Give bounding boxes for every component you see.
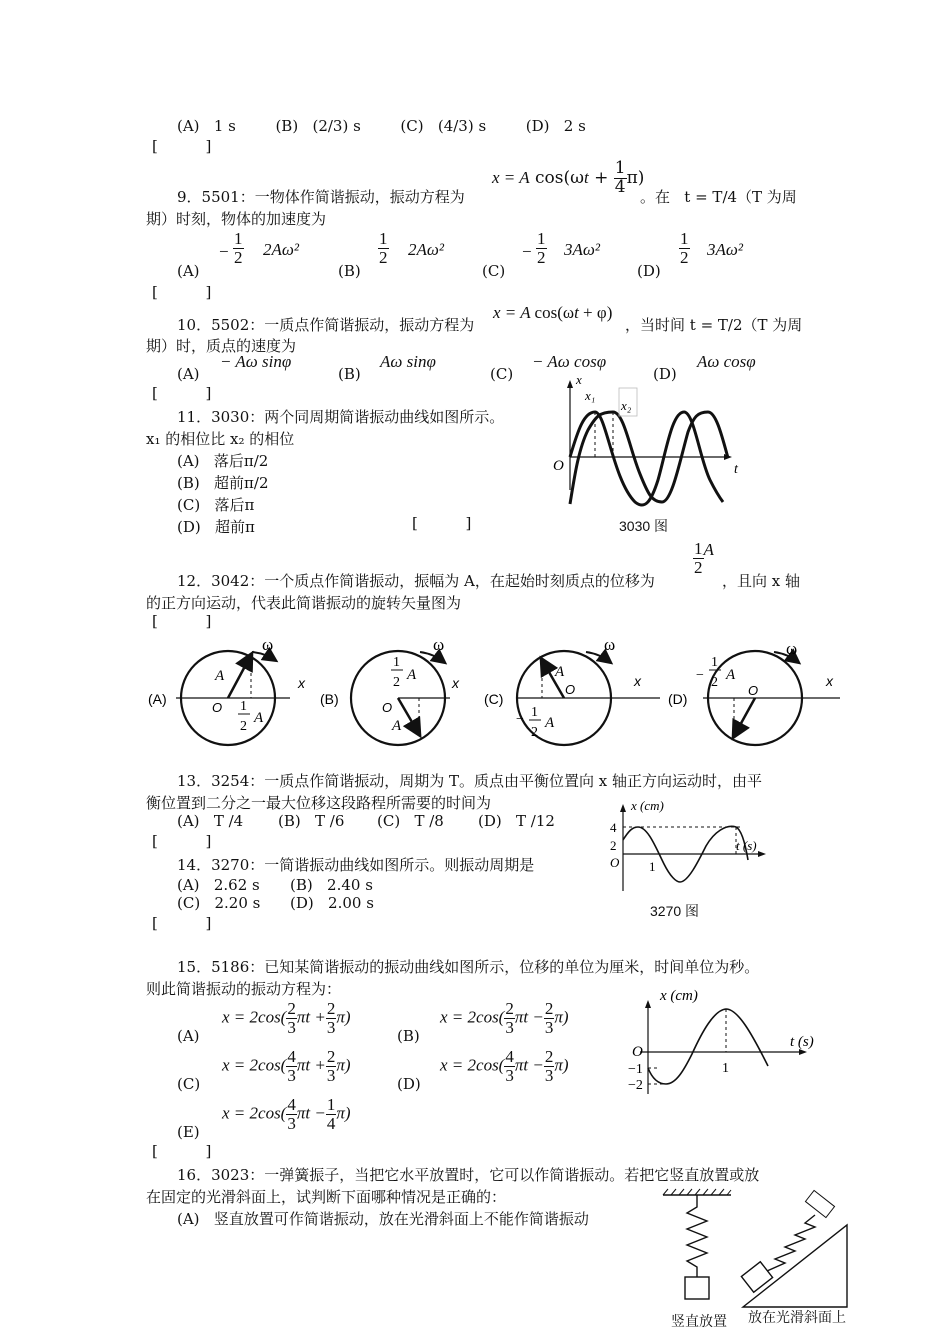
q15-eq-b-n1: 2 xyxy=(505,999,514,1018)
q15-eq-e-mid: πt − xyxy=(296,1103,326,1123)
fig5186-x-arrow xyxy=(645,1000,651,1008)
q15-opt-e-label: (E) xyxy=(177,1123,200,1141)
q15-eq-c-n2: 2 xyxy=(326,1047,336,1066)
fig3270-x-label: x (cm) xyxy=(631,798,664,813)
q12-d-A: A xyxy=(726,667,736,683)
q12-stem-line1: 12．3042：一个质点作简谐振动，振幅为 A，在起始时刻质点的位移为 xyxy=(177,572,655,590)
q12-c-num: 1 xyxy=(531,705,538,720)
q12-c-omega: ω xyxy=(604,635,616,654)
q9-stem-tail: 。在 t = T/4（T 为周 xyxy=(640,188,797,206)
q13-opt-d: (D) T /12 xyxy=(478,812,555,830)
q9-opt-b-label: (B) xyxy=(338,262,361,280)
q12-a-o: O xyxy=(212,700,223,715)
q9-equation: x = A cos(ωt + $\frac{1}{4}$ π) xyxy=(492,158,645,197)
q15-eq-d xyxy=(440,1048,569,1085)
q15-eq-d-pre: x = 2cos( xyxy=(440,1055,505,1075)
q12-half-A xyxy=(693,540,714,577)
q13-opt-c: (C) T /8 xyxy=(377,812,444,830)
q15-opt-b-label: (B) xyxy=(397,1027,420,1045)
q11-answer-bracket: [ ] xyxy=(412,514,472,532)
q9-stem-line1: 9．5501：一物体作简谐振动，振动方程为 xyxy=(177,188,465,206)
q12-c-sign: − xyxy=(516,712,524,727)
q12-a-vector xyxy=(228,655,251,698)
q16-stem-line1: 16．3023：一弹簧振子，当把它水平放置时，它可以作简谐振动。若把它竖直放置或放 xyxy=(177,1166,760,1184)
q15-eq-d-d2: 3 xyxy=(544,1065,554,1085)
q12-c-A2: A xyxy=(545,715,555,731)
q15-eq-b xyxy=(440,1000,569,1037)
q12-diagram-b[interactable] xyxy=(320,635,460,745)
q12-d-den: 2 xyxy=(711,675,718,690)
q12-phasor-diagrams xyxy=(140,630,860,755)
q15-stem-line2: 则此简谐振动的振动方程为： xyxy=(146,980,342,998)
q12-stem-line2: 的正方向运动，代表此简谐振动的旋转矢量图为 xyxy=(146,594,462,612)
fig-3270 xyxy=(602,796,782,896)
fig3030-x1-label: x₁ xyxy=(585,388,596,403)
q12-a-omega: ω xyxy=(262,635,274,654)
q12-a-A2: A xyxy=(254,710,264,726)
fig3023-incline-spring xyxy=(767,1215,815,1271)
q15-eq-b-post: π) xyxy=(554,1007,569,1027)
q15-eq-c-mid: πt + xyxy=(296,1055,326,1075)
q8-opt-a: 1 s xyxy=(213,117,236,135)
q10-stem-line1: 10．5502：一质点作简谐振动，振动方程为 xyxy=(177,316,475,334)
q12-diagram-d-label: (D) xyxy=(668,691,688,707)
q11-opt-c: (C) 落后π xyxy=(177,496,255,514)
q15-eq-b-d1: 3 xyxy=(505,1017,514,1037)
fig3023-vertical-spring xyxy=(687,1195,707,1277)
q8-answer-bracket: [ ] xyxy=(152,137,212,155)
q15-eq-c-pre: x = 2cos( xyxy=(222,1055,287,1075)
q13-stem-line1: 13．3254：一质点作简谐振动，周期为 T。质点由平衡位置向 x 轴正方向运动时，由平 xyxy=(177,772,763,790)
q9-opt-c-den: 2 xyxy=(537,247,546,267)
q9-opt-b-den: 2 xyxy=(379,247,388,267)
q10-opt-c: − Aω cosφ xyxy=(532,352,607,371)
q11-opt-d: (D) 超前π xyxy=(177,518,255,536)
fig5186-t-label: t (s) xyxy=(790,1034,814,1050)
fig3270-tick-4: 4 xyxy=(610,820,617,835)
q15-opt-c-label: (C) xyxy=(177,1075,201,1093)
q15-eq-d-d1: 3 xyxy=(505,1065,514,1085)
q15-eq-a-d2: 3 xyxy=(326,1017,336,1037)
fig3030-t-label: t xyxy=(734,462,738,477)
fig5186-curve xyxy=(648,1009,768,1084)
q12-d-omega: ω xyxy=(786,639,798,658)
q10-answer-bracket: [ ] xyxy=(152,384,212,402)
fig5186-tick-m1: −1 xyxy=(628,1062,643,1077)
fig3030-x2-label: x₂ xyxy=(621,398,632,413)
q15-eq-a xyxy=(222,1000,351,1037)
q9-answer-bracket: [ ] xyxy=(152,283,212,301)
fig5186-x-label: x (cm) xyxy=(660,988,698,1004)
q10-equation: x = A cos(ωt + φ) xyxy=(493,303,613,322)
q14-opt-b: (B) 2.40 s xyxy=(290,876,373,894)
q12-b-A2: A xyxy=(392,718,402,734)
fig-3023-springs xyxy=(655,1185,855,1315)
q12-a-den: 2 xyxy=(240,719,247,734)
q13-answer-bracket: [ ] xyxy=(152,832,212,850)
q9-opt-a-num: 1 xyxy=(234,229,243,248)
fig3270-t-label: t (s) xyxy=(736,838,757,853)
q12-d-x: x xyxy=(826,673,833,689)
q12-half-var: A xyxy=(703,540,714,559)
q12-c-x: x xyxy=(634,673,641,689)
q10-opt-a-label: (A) xyxy=(177,365,200,383)
q10-opt-a: − Aω sinφ xyxy=(220,352,292,371)
q15-eq-a-n1: 2 xyxy=(287,999,296,1018)
q9-opt-c-label: (C) xyxy=(482,262,506,280)
fig3270-tick-2: 2 xyxy=(610,838,617,853)
fig5186-origin: O xyxy=(632,1044,643,1060)
fig5186-tick-m2: −2 xyxy=(628,1078,643,1093)
fig3023-caption-vertical: 竖直放置 xyxy=(671,1314,727,1330)
fig-3030-caption: 3030 图 xyxy=(619,518,669,534)
q15-eq-d-n2: 2 xyxy=(544,1047,554,1066)
q11-stem-line1: 11．3030：两个同周期简谐振动曲线如图所示。 xyxy=(177,408,505,426)
q9-opt-d-expr: 3Aω² xyxy=(707,240,743,259)
fig3270-origin: O xyxy=(610,855,620,870)
q15-eq-c-post: π) xyxy=(336,1055,351,1075)
q14-opt-a: (A) 2.62 s xyxy=(177,876,260,894)
q12-diagram-d[interactable] xyxy=(668,639,840,745)
q11-stem-line2: x₁ 的相位比 x₂ 的相位 xyxy=(146,430,295,448)
q8-opt-b: (2/3) s xyxy=(312,117,361,135)
q12-c-o: O xyxy=(565,682,576,697)
q15-eq-b-d2: 3 xyxy=(544,1017,554,1037)
q8-opt-c: (4/3) s xyxy=(437,117,487,135)
q11-opt-b: (B) 超前π/2 xyxy=(177,474,269,492)
fig3023-vertical-block xyxy=(685,1277,709,1299)
q12-stem-tail: ，且向 x 轴 xyxy=(722,572,800,590)
q15-eq-d-post: π) xyxy=(554,1055,569,1075)
q12-b-A: A xyxy=(407,667,417,683)
fig3023-ceiling-hatch xyxy=(663,1189,731,1195)
q10-stem-tail: ，当时间 t = T/2（T 为周 xyxy=(625,316,803,334)
q12-half-num: 1 xyxy=(694,539,703,558)
fig-5186 xyxy=(618,984,828,1099)
q12-c-A: A xyxy=(555,664,565,680)
q9-opt-d-den: 2 xyxy=(680,247,689,267)
q9-opt-a-label: (A) xyxy=(177,262,200,280)
q9-opt-a-sign: − xyxy=(219,242,229,261)
q12-a-num: 1 xyxy=(240,699,247,714)
q9-opt-b-expr: 2Aω² xyxy=(408,240,444,259)
q15-eq-d-mid: πt − xyxy=(514,1055,544,1075)
q12-d-num: 1 xyxy=(711,655,718,670)
q10-stem-line2: 期）时，质点的速度为 xyxy=(146,337,297,355)
q15-opt-a-label: (A) xyxy=(177,1027,200,1045)
q12-a-x: x xyxy=(298,675,305,691)
fig3030-x-label: x xyxy=(576,372,582,387)
q15-eq-a-n2: 2 xyxy=(326,999,336,1018)
q15-eq-a-d1: 3 xyxy=(287,1017,296,1037)
q8-opt-b-label: (B) xyxy=(275,117,299,135)
fig3030-origin: O xyxy=(553,458,564,474)
q9-opt-b-num: 1 xyxy=(379,229,388,248)
fig3023-incline xyxy=(743,1225,847,1307)
q12-half-den: 2 xyxy=(694,557,703,577)
q15-eq-a-mid: πt + xyxy=(296,1007,326,1027)
q15-eq-c-n1: 4 xyxy=(287,1047,296,1066)
q8-options xyxy=(177,117,586,135)
q15-eq-b-mid: πt − xyxy=(514,1007,544,1027)
q12-diagram-c[interactable] xyxy=(484,635,660,745)
q16-stem-line2: 在固定的光滑斜面上，试判断下面哪种情况是正确的： xyxy=(146,1188,507,1206)
q15-eq-a-pre: x = 2cos( xyxy=(222,1007,287,1027)
fig-3030 xyxy=(548,370,748,520)
q12-answer-bracket: [ ] xyxy=(152,612,212,630)
q15-eq-e-d1: 3 xyxy=(287,1113,296,1133)
fig3030-x-arrow xyxy=(567,380,573,388)
fig5186-tick-1: 1 xyxy=(722,1061,729,1076)
q8-opt-c-label: (C) xyxy=(400,117,424,135)
fig-3270-caption: 3270 图 xyxy=(650,903,700,919)
q15-eq-e xyxy=(222,1096,351,1133)
q9-stem-line2: 期）时刻，物体的加速度为 xyxy=(146,210,327,228)
q8-opt-a-label: (A) xyxy=(177,117,200,135)
q9-opt-c-sign: − xyxy=(522,242,532,261)
q15-eq-c-d1: 3 xyxy=(287,1065,296,1085)
q10-opt-d: Aω cosφ xyxy=(697,352,756,371)
q15-eq-e-post: π) xyxy=(336,1103,351,1123)
q10-opt-d-label: (D) xyxy=(653,365,677,383)
q12-b-num: 1 xyxy=(393,655,400,670)
q15-eq-b-n2: 2 xyxy=(544,999,554,1018)
q15-eq-c xyxy=(222,1048,351,1085)
q14-answer-bracket: [ ] xyxy=(152,914,212,932)
q15-eq-b-pre: x = 2cos( xyxy=(440,1007,505,1027)
q12-diagram-a[interactable] xyxy=(148,635,306,745)
q15-eq-a-post: π) xyxy=(336,1007,351,1027)
q14-stem: 14．3270：一简谐振动曲线如图所示。则振动周期是 xyxy=(177,856,535,874)
fig3023-wall-guide xyxy=(793,1207,847,1225)
q12-b-den: 2 xyxy=(393,675,400,690)
q10-opt-c-label: (C) xyxy=(490,365,514,383)
q15-opt-d-label: (D) xyxy=(397,1075,421,1093)
q15-eq-e-d2: 4 xyxy=(326,1113,336,1133)
q10-opt-b-label: (B) xyxy=(338,365,361,383)
q15-eq-d-n1: 4 xyxy=(505,1047,514,1066)
q12-diagram-b-label: (B) xyxy=(320,691,339,707)
fig3023-caption-incline: 放在光滑斜面上 xyxy=(748,1310,846,1326)
q15-answer-bracket: [ ] xyxy=(152,1142,212,1160)
q11-opt-a: (A) 落后π/2 xyxy=(177,452,269,470)
q14-opt-c: (C) 2.20 s xyxy=(177,894,261,912)
q12-diagram-c-label: (C) xyxy=(484,691,504,707)
q12-c-den: 2 xyxy=(531,725,538,740)
fig3030-curve-x2 xyxy=(570,412,728,504)
q16-opt-a: (A) 竖直放置可作简谐振动，放在光滑斜面上不能作简谐振动 xyxy=(177,1210,589,1228)
q8-opt-d-label: (D) xyxy=(525,117,550,135)
q13-opt-b: (B) T /6 xyxy=(278,812,345,830)
q9-opt-a-den: 2 xyxy=(234,247,243,267)
q12-d-o: O xyxy=(748,683,759,698)
q10-opt-b: Aω sinφ xyxy=(380,352,436,371)
fig3270-x-arrow xyxy=(620,804,626,812)
fig3270-tick-1: 1 xyxy=(649,859,656,874)
q9-opt-c-expr: 3Aω² xyxy=(564,240,600,259)
q12-b-x: x xyxy=(452,675,459,691)
q15-eq-c-d2: 3 xyxy=(326,1065,336,1085)
q12-diagram-a-label: (A) xyxy=(148,691,167,707)
fig3023-wall xyxy=(805,1190,834,1217)
q12-b-omega: ω xyxy=(433,635,445,654)
q13-opt-a: (A) T /4 xyxy=(177,812,244,830)
q15-stem-line1: 15．5186：已知某简谐振动的振动曲线如图所示，位移的单位为厘米，时间单位为秒。 xyxy=(177,958,760,976)
q15-eq-e-pre: x = 2cos( xyxy=(222,1103,287,1123)
q12-a-A: A xyxy=(215,668,225,684)
q15-eq-e-n2: 1 xyxy=(326,1095,336,1114)
q9-opt-d-num: 1 xyxy=(680,229,689,248)
q14-opt-d: (D) 2.00 s xyxy=(290,894,374,912)
q12-d-vector xyxy=(734,698,755,736)
q15-eq-e-n1: 4 xyxy=(287,1095,296,1114)
q12-b-o: O xyxy=(382,700,393,715)
q12-d-sign: − xyxy=(696,668,704,683)
q13-stem-line2: 衡位置到二分之一最大位移这段路程所需要的时间为 xyxy=(146,794,492,812)
q8-opt-d: 2 s xyxy=(563,117,586,135)
q9-opt-c-num: 1 xyxy=(537,229,546,248)
q9-opt-a-expr: 2Aω² xyxy=(263,240,299,259)
fig3270-t-arrow xyxy=(758,851,766,857)
q9-opt-d-label: (D) xyxy=(637,262,661,280)
